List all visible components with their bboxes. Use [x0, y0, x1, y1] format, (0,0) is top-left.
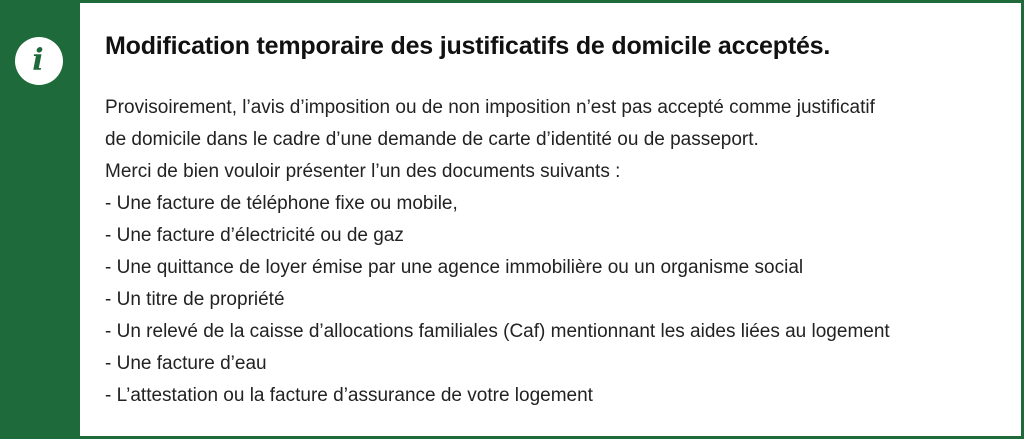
- info-icon-glyph: i: [32, 43, 44, 78]
- notice-body: [105, 92, 1021, 412]
- list-item: - L’attestation ou la facture d’assurance de votre logement: [105, 385, 593, 406]
- list-item: - Un titre de propriété: [105, 289, 285, 310]
- notice-sidebar: [0, 0, 80, 439]
- list-item: - Une facture d’électricité ou de gaz: [105, 225, 404, 246]
- notice-title: Modification temporaire des justificatifs de domicile acceptés.: [105, 32, 831, 60]
- notice-content: [80, 0, 1024, 439]
- list-item: - Un relevé de la caisse d’allocations familiales (Caf) mentionnant les aides liées au logement: [105, 321, 890, 342]
- paragraph-line: de domicile dans le cadre d’une demande de carte d’identité ou de passeport.: [105, 129, 759, 150]
- list-item: - Une quittance de loyer émise par une agence immobilière ou un organisme social: [105, 257, 804, 278]
- list-item: - Une facture de téléphone fixe ou mobile,: [105, 193, 458, 214]
- document-list: [105, 188, 1021, 412]
- info-icon: [15, 37, 63, 85]
- paragraph-line: Merci de bien vouloir présenter l’un des documents suivants :: [105, 161, 621, 182]
- list-item: - Une facture d’eau: [105, 353, 267, 374]
- paragraph-line: Provisoirement, l’avis d’imposition ou de non imposition n’est pas accepté comme justificatif: [105, 97, 875, 118]
